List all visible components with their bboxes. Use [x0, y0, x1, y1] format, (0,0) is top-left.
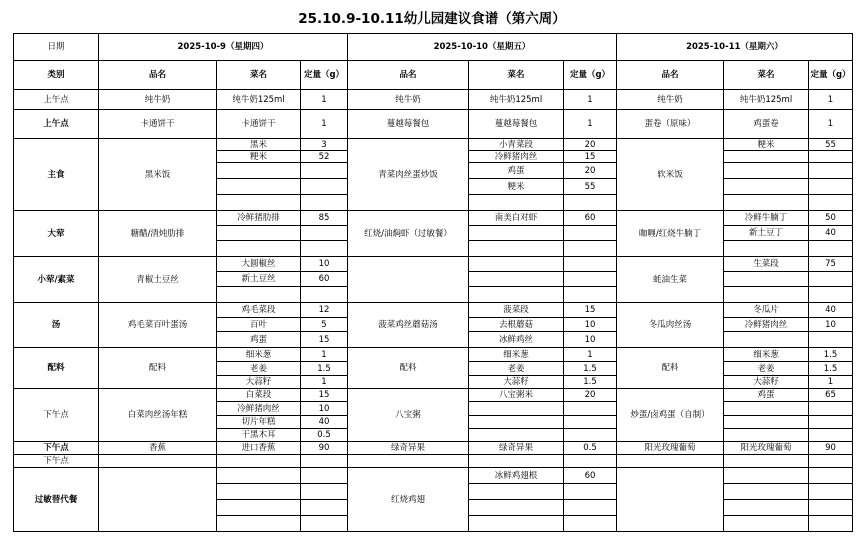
- quantity-cell: [809, 272, 853, 287]
- dish-name-cell: 配料: [617, 348, 724, 389]
- quantity-cell: [301, 287, 348, 303]
- quantity-cell: 15: [564, 303, 617, 318]
- date-label: 日期: [14, 34, 99, 61]
- column-header-row: [14, 61, 853, 90]
- dish-name-cell: 青菜肉丝蛋炒饭: [348, 139, 469, 211]
- day-header-3: 2025-10-11（星期六）: [617, 34, 853, 61]
- ingredient-cell: 冷鲜猪肉丝: [724, 318, 809, 332]
- quantity-cell: [564, 195, 617, 211]
- ingredient-cell: 大蒜籽: [469, 376, 564, 389]
- quantity-cell: 1.5: [564, 376, 617, 389]
- ingredient-cell: 冷鲜猪肋排: [217, 211, 301, 226]
- table-row: [14, 303, 853, 318]
- ingredient-cell: [724, 468, 809, 484]
- col-dingliang-1: 定量（g）: [301, 61, 348, 90]
- ingredient-cell: 粳米: [469, 179, 564, 195]
- quantity-cell: [809, 241, 853, 257]
- menu-table: [13, 33, 853, 532]
- quantity-cell: [564, 429, 617, 442]
- quantity-cell: [564, 272, 617, 287]
- ingredient-cell: [217, 179, 301, 195]
- quantity-cell: [809, 402, 853, 416]
- ingredient-cell: [469, 455, 564, 468]
- ingredient-cell: 百叶: [217, 318, 301, 332]
- quantity-cell: [564, 257, 617, 272]
- ingredient-cell: 纯牛奶125ml: [469, 90, 564, 110]
- dish-name-cell: 阳光玫瑰葡萄: [617, 442, 724, 455]
- page-title: 25.10.9-10.11幼儿园建议食谱（第六周）: [298, 11, 566, 27]
- ingredient-cell: 冷鲜猪肉丝: [469, 151, 564, 163]
- ingredient-cell: 冰鲜鸡翅根: [469, 468, 564, 484]
- ingredient-cell: [217, 287, 301, 303]
- table-row: [14, 110, 853, 139]
- ingredient-cell: 鸡蛋: [724, 389, 809, 402]
- quantity-cell: 1.5: [301, 362, 348, 376]
- day-header-1: 2025-10-9（星期四）: [99, 34, 348, 61]
- category-cell: 下午点: [14, 455, 99, 468]
- ingredient-cell: 菠菜段: [469, 303, 564, 318]
- quantity-cell: 40: [809, 226, 853, 241]
- ingredient-cell: [469, 429, 564, 442]
- quantity-cell: 20: [564, 389, 617, 402]
- col-pinming-1: 品名: [99, 61, 217, 90]
- dish-name-cell: 鸡毛菜百叶蛋汤: [99, 303, 217, 348]
- table-row: [14, 257, 853, 272]
- quantity-cell: 55: [564, 179, 617, 195]
- quantity-cell: 10: [809, 318, 853, 332]
- ingredient-cell: [217, 484, 301, 500]
- ingredient-cell: 鸡蛋卷: [724, 110, 809, 139]
- dish-name-cell: [617, 455, 724, 468]
- table-row: [14, 455, 853, 468]
- quantity-cell: [809, 416, 853, 429]
- ingredient-cell: [217, 163, 301, 179]
- ingredient-cell: [724, 484, 809, 500]
- date-row: [14, 34, 853, 61]
- dish-name-cell: 纯牛奶: [348, 90, 469, 110]
- ingredient-cell: [724, 179, 809, 195]
- ingredient-cell: 切片年糕: [217, 416, 301, 429]
- ingredient-cell: [469, 402, 564, 416]
- ingredient-cell: 小青菜段: [469, 139, 564, 151]
- ingredient-cell: 黑米: [217, 139, 301, 151]
- dish-name-cell: 绿奇异果: [348, 442, 469, 455]
- category-cell: 主食: [14, 139, 99, 211]
- ingredient-cell: [724, 429, 809, 442]
- table-row: [14, 139, 853, 151]
- quantity-cell: [809, 500, 853, 516]
- ingredient-cell: 进口香蕉: [217, 442, 301, 455]
- quantity-cell: 15: [301, 389, 348, 402]
- ingredient-cell: 纯牛奶125ml: [724, 90, 809, 110]
- quantity-cell: [809, 163, 853, 179]
- quantity-cell: [301, 163, 348, 179]
- dish-name-cell: 纯牛奶: [617, 90, 724, 110]
- dish-name-cell: 炒蛋/卤鸡蛋（自制）: [617, 389, 724, 442]
- quantity-cell: [564, 287, 617, 303]
- dish-name-cell: [617, 468, 724, 532]
- dish-name-cell: 糖醋/清炖肋排: [99, 211, 217, 257]
- quantity-cell: 10: [564, 318, 617, 332]
- ingredient-cell: [217, 241, 301, 257]
- ingredient-cell: [724, 272, 809, 287]
- ingredient-cell: 细米葱: [469, 348, 564, 362]
- quantity-cell: [564, 484, 617, 500]
- quantity-cell: 10: [301, 257, 348, 272]
- ingredient-cell: 新土豆丁: [724, 226, 809, 241]
- ingredient-cell: 老姜: [217, 362, 301, 376]
- quantity-cell: 1: [301, 376, 348, 389]
- dish-name-cell: 红烧鸡翅: [348, 468, 469, 532]
- dish-name-cell: 卡通饼干: [99, 110, 217, 139]
- ingredient-cell: 鸡毛菜段: [217, 303, 301, 318]
- quantity-cell: [809, 195, 853, 211]
- quantity-cell: [301, 516, 348, 532]
- ingredient-cell: 蔓越莓餐包: [469, 110, 564, 139]
- dish-name-cell: 蚝油生菜: [617, 257, 724, 303]
- quantity-cell: 52: [301, 151, 348, 163]
- quantity-cell: 0.5: [301, 429, 348, 442]
- ingredient-cell: 八宝粥米: [469, 389, 564, 402]
- quantity-cell: 12: [301, 303, 348, 318]
- ingredient-cell: 大蒜籽: [217, 376, 301, 389]
- table-row: [14, 90, 853, 110]
- quantity-cell: [301, 195, 348, 211]
- col-dingliang-2: 定量（g）: [564, 61, 617, 90]
- col-caiming-1: 菜名: [217, 61, 301, 90]
- quantity-cell: 85: [301, 211, 348, 226]
- quantity-cell: [301, 455, 348, 468]
- table-row: [14, 348, 853, 362]
- col-caiming-3: 菜名: [724, 61, 809, 90]
- dish-name-cell: [348, 257, 469, 303]
- ingredient-cell: 干黑木耳: [217, 429, 301, 442]
- ingredient-cell: [217, 226, 301, 241]
- ingredient-cell: [217, 455, 301, 468]
- dish-name-cell: 菠菜鸡丝蘑菇汤: [348, 303, 469, 348]
- ingredient-cell: 冷鲜牛腩丁: [724, 211, 809, 226]
- quantity-cell: 3: [301, 139, 348, 151]
- ingredient-cell: 绿奇异果: [469, 442, 564, 455]
- col-pinming-2: 品名: [348, 61, 469, 90]
- category-cell: 汤: [14, 303, 99, 348]
- category-cell: 配料: [14, 348, 99, 389]
- quantity-cell: [564, 516, 617, 532]
- ingredient-cell: [469, 272, 564, 287]
- quantity-cell: 65: [809, 389, 853, 402]
- ingredient-cell: 阳光玫瑰葡萄: [724, 442, 809, 455]
- dish-name-cell: 黑米饭: [99, 139, 217, 211]
- dish-name-cell: 配料: [99, 348, 217, 389]
- ingredient-cell: 大圆椒丝: [217, 257, 301, 272]
- quantity-cell: 1: [301, 90, 348, 110]
- quantity-cell: 0.5: [564, 442, 617, 455]
- quantity-cell: [809, 455, 853, 468]
- dish-name-cell: 香蕉: [99, 442, 217, 455]
- ingredient-cell: 南美白对虾: [469, 211, 564, 226]
- category-label: 类别: [14, 61, 99, 90]
- quantity-cell: 15: [564, 151, 617, 163]
- quantity-cell: 1: [301, 348, 348, 362]
- dish-name-cell: [99, 468, 217, 532]
- quantity-cell: [809, 516, 853, 532]
- ingredient-cell: [217, 195, 301, 211]
- ingredient-cell: [724, 332, 809, 348]
- ingredient-cell: [217, 468, 301, 484]
- quantity-cell: 50: [809, 211, 853, 226]
- ingredient-cell: 冷鲜猪肉丝: [217, 402, 301, 416]
- ingredient-cell: [469, 241, 564, 257]
- ingredient-cell: [469, 500, 564, 516]
- dish-name-cell: 八宝粥: [348, 389, 469, 442]
- col-dingliang-3: 定量（g）: [809, 61, 853, 90]
- dish-name-cell: 软米饭: [617, 139, 724, 211]
- quantity-cell: 1: [564, 348, 617, 362]
- dish-name-cell: [348, 455, 469, 468]
- quantity-cell: [809, 151, 853, 163]
- quantity-cell: 90: [809, 442, 853, 455]
- ingredient-cell: [469, 257, 564, 272]
- ingredient-cell: 冬瓜片: [724, 303, 809, 318]
- quantity-cell: [301, 226, 348, 241]
- quantity-cell: 1.5: [809, 362, 853, 376]
- dish-name-cell: 青椒土豆丝: [99, 257, 217, 303]
- dish-name-cell: 红烧/油焖虾（过敏餐）: [348, 211, 469, 257]
- quantity-cell: [809, 332, 853, 348]
- quantity-cell: 1.5: [809, 348, 853, 362]
- quantity-cell: 15: [301, 332, 348, 348]
- quantity-cell: 60: [301, 272, 348, 287]
- ingredient-cell: 粳米: [217, 151, 301, 163]
- quantity-cell: 1: [809, 110, 853, 139]
- col-caiming-2: 菜名: [469, 61, 564, 90]
- quantity-cell: 75: [809, 257, 853, 272]
- ingredient-cell: 生菜段: [724, 257, 809, 272]
- ingredient-cell: 老姜: [724, 362, 809, 376]
- table-row: [14, 211, 853, 226]
- quantity-cell: [564, 455, 617, 468]
- quantity-cell: 1: [564, 110, 617, 139]
- quantity-cell: 1: [301, 110, 348, 139]
- quantity-cell: 1.5: [564, 362, 617, 376]
- dish-name-cell: 蔓越莓餐包: [348, 110, 469, 139]
- ingredient-cell: [217, 516, 301, 532]
- table-row: [14, 442, 853, 455]
- ingredient-cell: 鸡蛋: [469, 163, 564, 179]
- category-cell: 小荤/素菜: [14, 257, 99, 303]
- ingredient-cell: [724, 416, 809, 429]
- quantity-cell: 90: [301, 442, 348, 455]
- quantity-cell: [301, 484, 348, 500]
- quantity-cell: [809, 287, 853, 303]
- quantity-cell: 40: [809, 303, 853, 318]
- dish-name-cell: 冬瓜肉丝汤: [617, 303, 724, 348]
- ingredient-cell: 新土豆丝: [217, 272, 301, 287]
- quantity-cell: 10: [301, 402, 348, 416]
- quantity-cell: [564, 416, 617, 429]
- table-row: [14, 389, 853, 402]
- ingredient-cell: 卡通饼干: [217, 110, 301, 139]
- ingredient-cell: [469, 484, 564, 500]
- ingredient-cell: 去根蘑菇: [469, 318, 564, 332]
- dish-name-cell: 白菜肉丝汤年糕: [99, 389, 217, 442]
- quantity-cell: 1: [564, 90, 617, 110]
- quantity-cell: 55: [809, 139, 853, 151]
- ingredient-cell: [724, 151, 809, 163]
- ingredient-cell: 纯牛奶125ml: [217, 90, 301, 110]
- quantity-cell: [809, 179, 853, 195]
- quantity-cell: [564, 402, 617, 416]
- quantity-cell: 20: [564, 163, 617, 179]
- ingredient-cell: 细米葱: [724, 348, 809, 362]
- ingredient-cell: [724, 500, 809, 516]
- ingredient-cell: [724, 287, 809, 303]
- quantity-cell: [301, 179, 348, 195]
- category-cell: 上午点: [14, 110, 99, 139]
- ingredient-cell: 大蒜籽: [724, 376, 809, 389]
- ingredient-cell: [469, 416, 564, 429]
- col-pinming-3: 品名: [617, 61, 724, 90]
- dish-name-cell: 咖喱/红烧牛腩丁: [617, 211, 724, 257]
- category-cell: 上午点: [14, 90, 99, 110]
- ingredient-cell: 冰鲜鸡丝: [469, 332, 564, 348]
- quantity-cell: [809, 468, 853, 484]
- quantity-cell: 40: [301, 416, 348, 429]
- category-cell: 下午点: [14, 442, 99, 455]
- ingredient-cell: [724, 516, 809, 532]
- quantity-cell: [301, 241, 348, 257]
- ingredient-cell: [469, 516, 564, 532]
- quantity-cell: [564, 241, 617, 257]
- quantity-cell: 20: [564, 139, 617, 151]
- quantity-cell: 60: [564, 211, 617, 226]
- ingredient-cell: [217, 500, 301, 516]
- day-header-2: 2025-10-10（星期五）: [348, 34, 617, 61]
- ingredient-cell: 老姜: [469, 362, 564, 376]
- ingredient-cell: 细米葱: [217, 348, 301, 362]
- quantity-cell: 10: [564, 332, 617, 348]
- quantity-cell: 1: [809, 90, 853, 110]
- dish-name-cell: 纯牛奶: [99, 90, 217, 110]
- dish-name-cell: 蛋卷（原味）: [617, 110, 724, 139]
- quantity-cell: [564, 226, 617, 241]
- quantity-cell: 1: [809, 376, 853, 389]
- ingredient-cell: [469, 226, 564, 241]
- ingredient-cell: [469, 195, 564, 211]
- ingredient-cell: [724, 241, 809, 257]
- category-cell: 过敏替代餐: [14, 468, 99, 532]
- ingredient-cell: [469, 287, 564, 303]
- ingredient-cell: [724, 402, 809, 416]
- ingredient-cell: 白菜段: [217, 389, 301, 402]
- ingredient-cell: [724, 455, 809, 468]
- ingredient-cell: [724, 163, 809, 179]
- quantity-cell: [301, 468, 348, 484]
- ingredient-cell: [724, 195, 809, 211]
- dish-name-cell: [99, 455, 217, 468]
- quantity-cell: [809, 484, 853, 500]
- ingredient-cell: 粳米: [724, 139, 809, 151]
- table-row: [14, 468, 853, 484]
- ingredient-cell: 鸡蛋: [217, 332, 301, 348]
- quantity-cell: [809, 429, 853, 442]
- quantity-cell: 60: [564, 468, 617, 484]
- quantity-cell: [564, 500, 617, 516]
- quantity-cell: 5: [301, 318, 348, 332]
- category-cell: 大荤: [14, 211, 99, 257]
- category-cell: 下午点: [14, 389, 99, 442]
- quantity-cell: [301, 500, 348, 516]
- dish-name-cell: 配料: [348, 348, 469, 389]
